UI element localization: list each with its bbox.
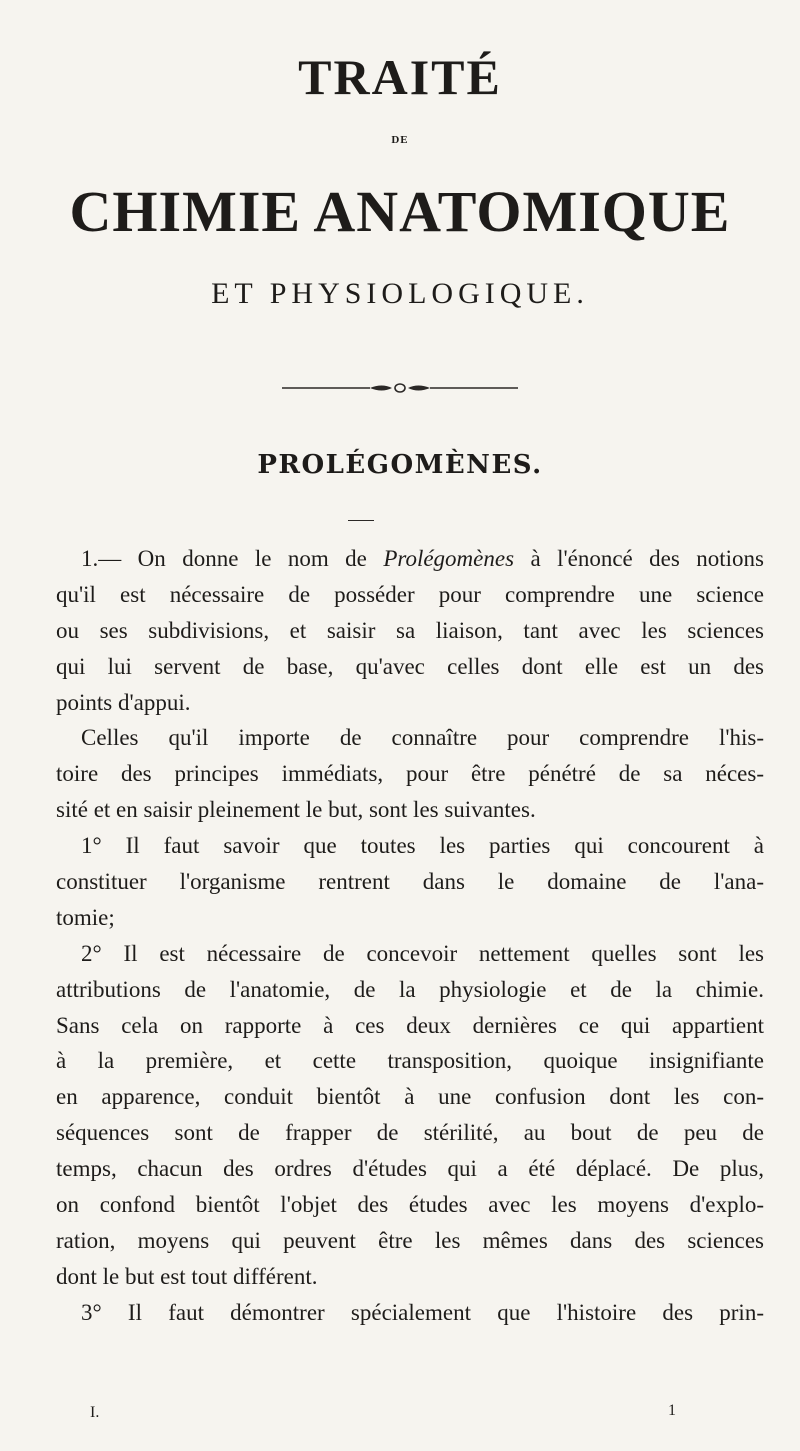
book-title-traite: TRAITÉ	[298, 49, 502, 105]
page-number: 1	[668, 1402, 676, 1419]
book-subtitle: ET PHYSIOLOGIQUE.	[211, 277, 589, 310]
text-line: temps, chacun des ordres d'études qui a été déplacé. De plus,	[56, 1156, 764, 1182]
body-text	[56, 541, 764, 1331]
heading-rule	[348, 520, 374, 521]
text-line: points d'appui.	[56, 689, 191, 715]
book-title-subject: CHIMIE ANATOMIQUE	[69, 179, 731, 244]
text-line: ou ses subdivisions, et saisir sa liaison, tant avec les sciences	[56, 617, 764, 643]
text-line: ration, moyens qui peuvent être les mêmes dans des sciences	[56, 1227, 764, 1253]
section-heading: PROLÉGOMÈNES.	[257, 450, 543, 480]
text-line: 2° Il est nécessaire de concevoir nettement quelles sont les	[81, 940, 764, 966]
paragraph-1-line-1: 1.— On donne le nom de Prolégomènes à l'énoncé des notions	[81, 546, 764, 571]
text-line: 3° Il faut démontrer spécialement que l'histoire des prin-	[81, 1299, 764, 1325]
text-line: séquences sont de frapper de stérilité, au bout de peu de	[56, 1120, 764, 1146]
text-line: qui lui servent de base, qu'avec celles dont elle est un des	[56, 653, 764, 679]
text-line: toire des principes immédiats, pour être pénétré de sa néces-	[56, 761, 764, 787]
text-line: constituer l'organisme rentrent dans le domaine de l'ana-	[56, 869, 764, 895]
text-line: Sans cela on rapporte à ces deux dernières ce qui appartient	[56, 1012, 764, 1038]
text-line: on confond bientôt l'objet des études avec les moyens d'explo-	[56, 1192, 764, 1218]
text-line: sité et en saisir pleinement le but, sont les suivantes.	[56, 797, 536, 823]
ornament-divider	[282, 380, 518, 396]
book-title-connector: DE	[391, 134, 409, 146]
signature-mark: I.	[90, 1404, 100, 1421]
text-line: attributions de l'anatomie, de la physiologie et de la chimie.	[56, 976, 764, 1002]
text-line: dont le but est tout différent.	[56, 1263, 318, 1289]
text-line: tomie;	[56, 904, 115, 930]
text-line: en apparence, conduit bientôt à une confusion dont les con-	[56, 1084, 764, 1110]
text-line: à la première, et cette transposition, quoique insignifiante	[56, 1048, 764, 1074]
text-line: qu'il est nécessaire de posséder pour comprendre une science	[56, 581, 764, 607]
text-line: 1° Il faut savoir que toutes les parties qui concourent à	[81, 833, 764, 859]
text-line: Celles qu'il importe de connaître pour comprendre l'his-	[81, 725, 764, 751]
